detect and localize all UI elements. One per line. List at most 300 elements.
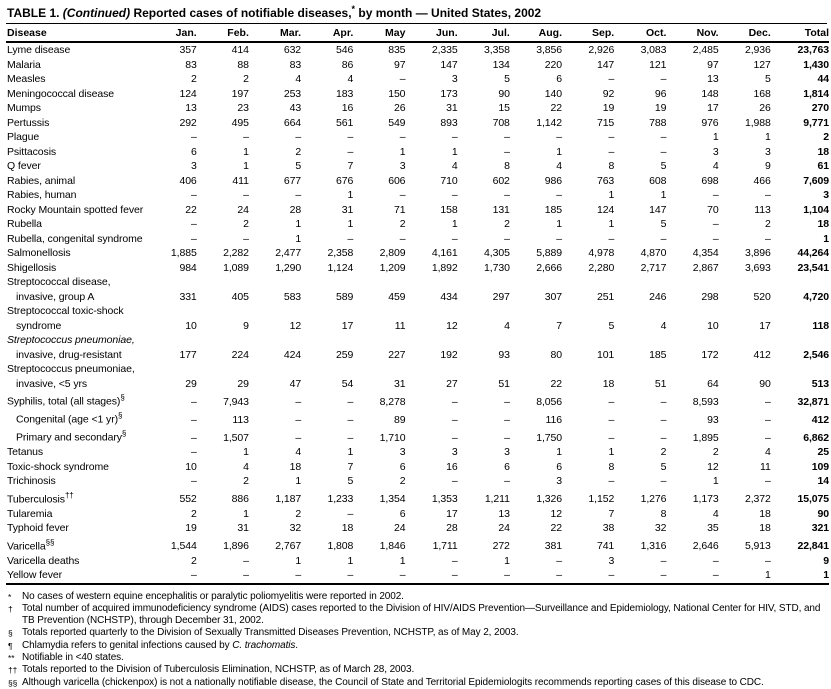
value-cell: 5,913: [744, 540, 771, 552]
table-row: [6, 445, 829, 460]
table-row: [6, 58, 829, 73]
value-cell: 9: [243, 319, 249, 332]
value-cell: 17: [341, 319, 354, 332]
value-cell: –: [712, 554, 719, 567]
value-cell: 4: [347, 73, 354, 85]
value-cell: 1: [712, 475, 719, 487]
value-cell: 2: [712, 446, 719, 458]
value-cell: 2: [190, 554, 197, 567]
value-cell: 1: [243, 145, 249, 158]
value-cell: 763: [596, 174, 615, 187]
value-cell: 121: [649, 58, 667, 71]
disease-label: Streptococcus pneumoniae, invasive, <5 yrs: [7, 363, 135, 390]
value-cell: 4,305: [484, 247, 510, 259]
value-cell: 17: [446, 507, 458, 520]
disease-label: Rubella: [7, 218, 42, 230]
col-header: Total: [771, 24, 829, 42]
value-cell: –: [295, 395, 302, 408]
value-cell: 676: [336, 174, 354, 187]
value-cell: 1,892: [431, 261, 458, 274]
footnote: †† Totals reported to the Division of Tuberculosis Elimination, NCHSTP, as of March 28, 2003.: [8, 664, 415, 676]
value-cell: 5: [660, 460, 667, 473]
value-cell: 1: [765, 131, 771, 143]
value-cell: 2: [190, 507, 197, 520]
value-cell: –: [765, 189, 771, 201]
value-cell: 12: [289, 319, 302, 332]
value-cell: 158: [440, 203, 458, 216]
footnote: §§ Although varicella (chickenpox) is not a nationally notifiable disease, the Council of State and Territorial Epidemiologits recommends reporting cases of this disease to CDC.: [8, 676, 764, 688]
value-cell: 113: [232, 413, 249, 426]
value-cell: 19: [602, 102, 615, 114]
value-cell: 1,354: [379, 493, 406, 505]
value-cell: 1: [504, 554, 510, 567]
value-cell: 2,335: [431, 44, 458, 56]
total-cell: 44,264: [797, 247, 829, 259]
total-cell: 18: [817, 145, 829, 158]
value-cell: 80: [550, 348, 562, 361]
value-cell: 10: [185, 319, 197, 332]
value-cell: 1,711: [432, 540, 458, 552]
value-cell: 4: [765, 446, 771, 458]
value-cell: 1: [399, 145, 406, 158]
value-cell: 4: [295, 446, 302, 458]
value-cell: 6: [399, 507, 406, 520]
value-cell: 3: [712, 145, 719, 158]
value-cell: 22: [185, 203, 197, 216]
value-cell: 124: [596, 203, 615, 216]
value-cell: 220: [544, 58, 562, 71]
value-cell: –: [347, 145, 354, 158]
value-cell: 12: [550, 507, 562, 520]
value-cell: 8: [504, 160, 510, 172]
value-cell: 10: [185, 460, 197, 473]
value-cell: 71: [393, 203, 406, 216]
value-cell: 466: [753, 174, 771, 187]
value-cell: 1: [243, 446, 249, 458]
value-cell: 253: [283, 87, 302, 100]
value-cell: 17: [707, 102, 719, 114]
value-cell: –: [190, 232, 197, 245]
value-cell: 2: [660, 446, 667, 458]
value-cell: 2: [243, 218, 249, 230]
table-row: [6, 232, 829, 247]
value-cell: 1: [295, 475, 302, 487]
value-cell: 3,896: [744, 247, 771, 259]
footnote-mark: §: [118, 411, 123, 420]
value-cell: 5: [660, 160, 667, 172]
value-cell: 2,485: [692, 44, 719, 56]
disease-label: Tetanus: [7, 446, 44, 458]
footnote-mark: §: [120, 393, 125, 402]
disease-label: Malaria: [7, 58, 41, 71]
value-cell: –: [608, 431, 615, 444]
value-cell: 1: [712, 131, 719, 143]
value-cell: 90: [759, 377, 771, 390]
total-cell: 2,546: [803, 348, 829, 361]
disease-label: Streptococcus pneumoniae, invasive, drug-resistant: [7, 334, 135, 361]
total-cell: 1,104: [803, 203, 829, 216]
value-cell: 424: [283, 348, 302, 361]
footnote-marker: ¶: [8, 640, 13, 651]
value-cell: 140: [544, 87, 562, 100]
value-cell: 90: [498, 87, 510, 100]
value-cell: –: [765, 431, 771, 444]
table-row: [6, 460, 829, 475]
table-row: [6, 275, 829, 304]
value-cell: 1: [295, 218, 302, 230]
value-cell: 4,870: [640, 247, 667, 259]
value-cell: 5: [347, 475, 354, 487]
value-cell: –: [660, 395, 667, 408]
value-cell: 54: [341, 377, 354, 390]
value-cell: 1,730: [484, 261, 510, 274]
value-cell: 26: [759, 102, 771, 114]
footnote-marker: *: [8, 591, 12, 602]
footnote-mark: §: [121, 429, 127, 438]
value-cell: 43: [289, 102, 302, 114]
table-row: [6, 536, 829, 554]
value-cell: –: [451, 554, 458, 567]
value-cell: 1,750: [536, 431, 562, 444]
col-header: Jul.: [458, 24, 510, 42]
total-cell: 22,841: [797, 540, 829, 552]
title-continued: (Continued): [62, 6, 131, 20]
value-cell: –: [504, 569, 510, 581]
value-cell: 589: [336, 290, 354, 303]
value-cell: 1,885: [170, 247, 197, 259]
value-cell: 2,477: [275, 247, 302, 259]
disease-label: Lyme disease: [7, 44, 71, 56]
value-cell: –: [556, 131, 562, 143]
value-cell: 1: [660, 189, 667, 201]
table-row: [6, 474, 829, 489]
value-cell: 27: [446, 377, 458, 390]
value-cell: 1: [608, 446, 615, 458]
value-cell: 1: [399, 554, 406, 567]
table-row: [6, 554, 829, 569]
total-cell: 9,771: [803, 116, 829, 129]
disease-label: Psittacosis: [7, 145, 57, 158]
value-cell: 788: [649, 116, 667, 129]
value-cell: 32: [654, 522, 667, 534]
value-cell: 405: [231, 290, 249, 303]
value-cell: 22: [550, 522, 562, 534]
title-prefix: TABLE 1.: [7, 6, 60, 20]
value-cell: 984: [179, 261, 197, 274]
value-cell: 664: [283, 116, 302, 129]
value-cell: 19: [654, 102, 667, 114]
value-cell: –: [295, 431, 302, 444]
value-cell: 1,316: [640, 540, 667, 552]
value-cell: 224: [231, 348, 249, 361]
col-header: Jun.: [405, 24, 457, 42]
value-cell: 414: [231, 44, 249, 56]
value-cell: 3: [765, 145, 771, 158]
disease-label: Primary and secondary§: [16, 429, 127, 444]
footnote-marker: §§: [8, 677, 18, 688]
value-cell: 1,142: [536, 116, 562, 129]
value-cell: –: [765, 475, 771, 487]
value-cell: 2: [243, 475, 249, 487]
table-row: [6, 42, 829, 58]
header-row: [6, 24, 829, 42]
value-cell: –: [660, 232, 667, 245]
value-cell: 561: [336, 116, 354, 129]
value-cell: 3,856: [536, 44, 562, 56]
value-cell: 3: [504, 446, 510, 458]
value-cell: 1,988: [744, 116, 771, 129]
value-cell: 1: [295, 554, 302, 567]
footnote: § Totals reported quarterly to the Division of Sexually Transmitted Diseases Prevention, NCHSTP, as of May 2, 2003.: [8, 627, 519, 639]
value-cell: –: [712, 232, 719, 245]
value-cell: –: [556, 189, 562, 201]
value-cell: 101: [596, 348, 615, 361]
value-cell: 246: [649, 290, 667, 303]
value-cell: 1: [347, 218, 354, 230]
col-header: Nov.: [666, 24, 718, 42]
table-row: [6, 159, 829, 174]
value-cell: 31: [341, 203, 354, 216]
total-cell: 1,430: [803, 58, 829, 71]
value-cell: 24: [498, 522, 510, 534]
value-cell: 1,353: [431, 493, 458, 505]
value-cell: –: [190, 413, 197, 426]
value-cell: 6: [399, 460, 406, 473]
value-cell: 172: [701, 348, 719, 361]
value-cell: 886: [231, 493, 249, 505]
value-cell: 552: [179, 493, 197, 505]
total-cell: 90: [817, 507, 829, 520]
disease-label: Streptococcal disease, invasive, group A: [7, 276, 111, 303]
value-cell: 976: [701, 116, 719, 129]
value-cell: –: [660, 475, 667, 487]
footnotes: [6, 585, 827, 689]
value-cell: 2: [399, 218, 406, 230]
value-cell: –: [712, 218, 719, 230]
value-cell: –: [608, 232, 615, 245]
value-cell: –: [765, 232, 771, 245]
total-cell: 1: [823, 232, 829, 245]
value-cell: 1,326: [536, 493, 562, 505]
footnote-mark: ††: [64, 490, 74, 500]
value-cell: 4: [504, 319, 510, 332]
value-cell: 495: [231, 116, 249, 129]
disease-label: Congenital (age <1 yr)§: [16, 411, 123, 426]
value-cell: 16: [446, 460, 458, 473]
table-row: [6, 116, 829, 131]
value-cell: 298: [701, 290, 719, 303]
disease-label: Measles: [7, 73, 46, 85]
table-row: [6, 87, 829, 102]
value-cell: 23: [237, 102, 249, 114]
value-cell: –: [504, 189, 510, 201]
value-cell: 331: [179, 290, 197, 303]
col-header: Dec.: [719, 24, 771, 42]
value-cell: –: [765, 554, 771, 567]
value-cell: –: [504, 232, 510, 245]
col-header: Apr.: [301, 24, 353, 42]
value-cell: 26: [393, 102, 406, 114]
value-cell: 51: [498, 377, 510, 390]
value-cell: 1,233: [327, 493, 354, 505]
total-cell: 118: [812, 319, 829, 332]
value-cell: 1: [556, 145, 562, 158]
value-cell: 83: [289, 58, 302, 71]
table-row: [6, 72, 829, 87]
value-cell: 357: [179, 44, 197, 56]
value-cell: –: [347, 232, 354, 245]
value-cell: 2: [765, 218, 771, 230]
footnote-mark: §§: [45, 537, 55, 547]
value-cell: 197: [231, 87, 249, 100]
value-cell: 986: [544, 174, 562, 187]
value-cell: 893: [440, 116, 458, 129]
value-cell: –: [660, 73, 667, 85]
footnote-marker: †: [8, 603, 13, 614]
value-cell: 1,276: [640, 493, 667, 505]
value-cell: –: [190, 431, 197, 444]
value-cell: 93: [498, 348, 510, 361]
value-cell: 3,083: [640, 44, 667, 56]
value-cell: 2,867: [692, 261, 719, 274]
value-cell: 632: [283, 44, 302, 56]
value-cell: 2,372: [744, 493, 771, 505]
col-header: Oct.: [614, 24, 666, 42]
table-row: [6, 362, 829, 391]
value-cell: 32: [289, 522, 302, 534]
value-cell: –: [295, 131, 302, 143]
value-cell: –: [608, 73, 615, 85]
value-cell: 185: [544, 203, 562, 216]
value-cell: –: [451, 431, 458, 444]
value-cell: 549: [388, 116, 406, 129]
value-cell: 2,280: [588, 261, 615, 274]
value-cell: 2,809: [379, 247, 406, 259]
value-cell: 131: [492, 203, 510, 216]
value-cell: 3: [556, 475, 562, 487]
value-cell: 1: [347, 554, 354, 567]
disease-label: Salmonellosis: [7, 247, 71, 259]
value-cell: –: [765, 395, 771, 408]
col-header: May: [353, 24, 405, 42]
table-row: [6, 188, 829, 203]
value-cell: 608: [649, 174, 667, 187]
value-cell: 51: [654, 377, 667, 390]
total-cell: 109: [811, 460, 829, 473]
value-cell: –: [712, 569, 719, 581]
disease-label: Yellow fever: [7, 569, 63, 581]
disease-label: Tuberculosis††: [7, 490, 74, 505]
value-cell: 18: [759, 507, 771, 520]
value-cell: 3,693: [744, 261, 771, 274]
value-cell: 89: [393, 413, 406, 426]
table-row: [6, 489, 829, 507]
table-row: [6, 427, 829, 445]
value-cell: 97: [393, 58, 406, 71]
value-cell: 93: [707, 413, 719, 426]
value-cell: –: [190, 569, 197, 581]
value-cell: 7,943: [223, 395, 249, 408]
value-cell: –: [347, 395, 354, 408]
value-cell: 412: [753, 348, 771, 361]
footnote: † Total number of acquired immunodeficiency syndrome (AIDS) cases reported to the Division of HIV/AIDS Prevention—Surveillance and Epidemiology, National Center for HIV, STD, and TB Prevention (NCHSTP), through December 31, 2002.: [8, 602, 821, 627]
disease-label: Mumps: [7, 102, 41, 114]
value-cell: –: [243, 569, 249, 581]
footnote-marker: ††: [8, 665, 18, 676]
table-title: [6, 3, 827, 24]
total-cell: 412: [811, 413, 829, 426]
disease-label: Q fever: [7, 160, 41, 172]
footnote: ** Notifiable in <40 states.: [8, 651, 124, 663]
value-cell: 1,211: [484, 493, 510, 505]
title-text: Reported cases of notifiable diseases,: [133, 6, 352, 20]
value-cell: 2,282: [223, 247, 249, 259]
value-cell: 97: [707, 58, 719, 71]
value-cell: 7: [556, 319, 562, 332]
value-cell: 1,895: [692, 431, 719, 444]
value-cell: 6: [556, 73, 562, 85]
disease-label: Plague: [7, 131, 40, 143]
value-cell: –: [243, 554, 249, 567]
value-cell: 64: [707, 377, 719, 390]
value-cell: 1: [451, 218, 458, 230]
footnote-marker: §: [8, 628, 13, 639]
value-cell: –: [399, 189, 406, 201]
disease-label: Meningococcal disease: [7, 87, 115, 100]
col-header: Aug.: [510, 24, 562, 42]
value-cell: 2,717: [640, 261, 667, 274]
value-cell: –: [504, 431, 510, 444]
value-cell: –: [399, 73, 406, 85]
table-row: [6, 507, 829, 522]
value-cell: 5: [504, 73, 510, 85]
value-cell: 192: [440, 348, 458, 361]
value-cell: 6: [504, 460, 510, 473]
value-cell: 8: [608, 460, 615, 473]
value-cell: 583: [283, 290, 302, 303]
footnote: ¶ Chlamydia refers to genital infections caused by C. trachomatis.: [8, 639, 298, 651]
value-cell: –: [347, 413, 354, 426]
value-cell: 3: [608, 554, 615, 567]
value-cell: 168: [753, 87, 771, 100]
value-cell: 741: [596, 540, 615, 552]
value-cell: 177: [179, 348, 197, 361]
value-cell: 6: [556, 460, 562, 473]
value-cell: –: [451, 475, 458, 487]
value-cell: –: [608, 569, 615, 581]
value-cell: 2: [504, 218, 510, 230]
disease-label: Toxic-shock syndrome: [7, 460, 109, 473]
table-row: [6, 568, 829, 584]
value-cell: 2: [295, 507, 302, 520]
disease-label: Streptococcal toxic-shock syndrome: [7, 305, 124, 332]
value-cell: 5: [660, 218, 667, 230]
value-cell: 19: [185, 522, 197, 534]
table-row: [6, 174, 829, 189]
value-cell: –: [399, 131, 406, 143]
value-cell: 4: [451, 160, 458, 172]
value-cell: –: [765, 413, 771, 426]
value-cell: 28: [446, 522, 458, 534]
value-cell: 1,089: [223, 261, 249, 274]
value-cell: 18: [602, 377, 615, 390]
value-cell: –: [190, 395, 197, 408]
value-cell: 4: [243, 460, 249, 473]
value-cell: 698: [701, 174, 719, 187]
value-cell: 7: [347, 160, 354, 172]
disease-label: Rabies, animal: [7, 174, 76, 187]
value-cell: 8: [660, 507, 667, 520]
